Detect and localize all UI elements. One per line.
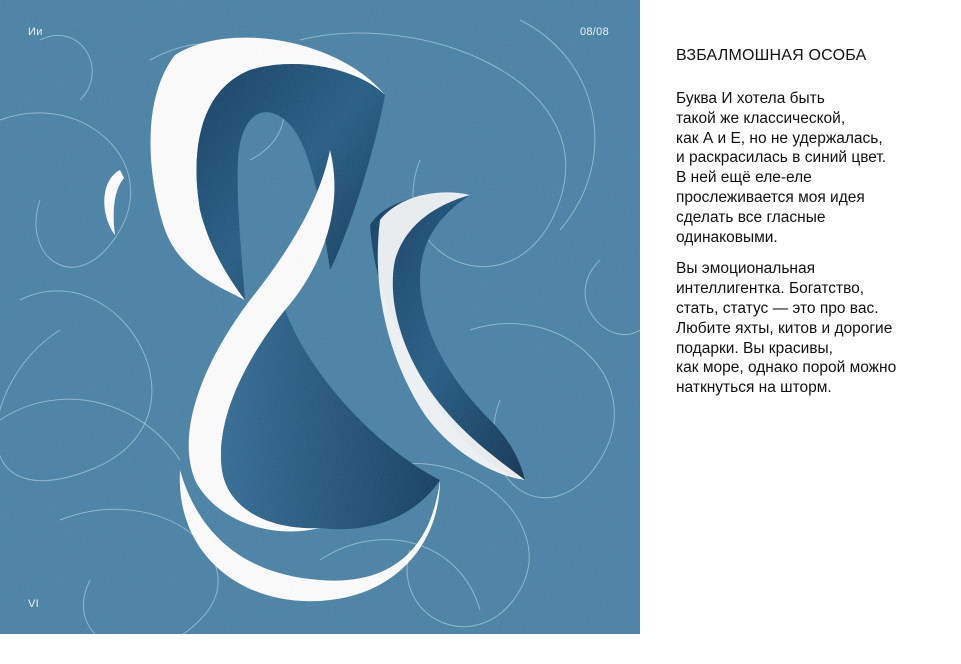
description-paragraph-1: Буква И хотела быть такой же классической, как А и Е, но не удержалась, и раскрасилась в синий цвет. В ней ещё еле-еле прослеживается моя идея сделать все гласные одинаковыми. xyxy=(676,90,887,246)
description-column xyxy=(676,45,946,410)
corner-label-letter: Ии xyxy=(28,26,43,38)
description-title: ВЗБАЛМОШНАЯ ОСОБА xyxy=(676,47,867,64)
roman-numeral-label: VI xyxy=(28,598,39,610)
page-counter: 08/08 xyxy=(579,26,609,38)
description-paragraph-2: Вы эмоциональная интеллигентка. Богатство, стать, статус — это про вас. Любите яхты, китов и дорогие подарки. Вы красивы, как море, однако порой можно наткнуться на шторм. xyxy=(676,260,897,397)
